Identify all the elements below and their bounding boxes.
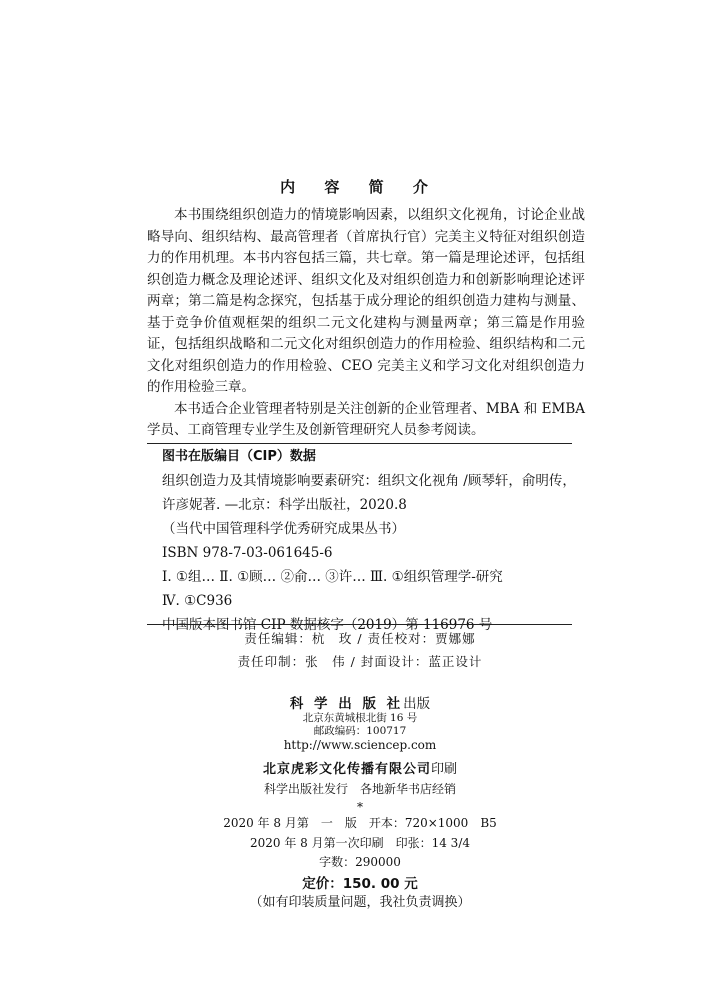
word-count: 字数：290000 — [319, 855, 401, 869]
publisher-postcode: 邮政编码：100717 — [313, 725, 407, 737]
cip-bottom-rule — [147, 624, 572, 625]
page-title: 内 容 简 介 — [280, 178, 440, 196]
cip-line-1: 组织创造力及其情境影响要素研究：组织文化视角 /顾琴轩，俞明传， — [162, 473, 576, 489]
cip-line-3: （当代中国管理科学优秀研究成果丛书） — [162, 521, 405, 537]
printer-line — [0, 758, 720, 777]
cip-line-2: 许彦妮著. —北京：科学出版社，2020.8 — [162, 497, 407, 513]
publisher-suffix: 出版 — [403, 696, 431, 712]
quality-notice: （如有印装质量问题，我社负责调换） — [249, 895, 471, 910]
distribution-line: 科学出版社发行 各地新华书店经销 — [263, 782, 456, 796]
separator-star: * — [357, 800, 363, 814]
cip-isbn: ISBN 978-7-03-061645-6 — [162, 545, 333, 561]
printing-line: 2020 年 8 月第一次印刷 印张：14 3/4 — [249, 835, 470, 850]
publisher-line — [0, 692, 720, 712]
cip-top-rule — [147, 443, 572, 444]
cip-title: 图书在版编目（CIP）数据 — [162, 449, 316, 464]
price: 定价：150. 00 元 — [302, 876, 418, 892]
cip-line-5: Ⅰ. ①组… Ⅱ. ①顾… ②俞… ③许… Ⅲ. ①组织管理学-研究 — [162, 569, 503, 585]
publisher-name: 科 学 出 版 社 — [289, 696, 404, 712]
cip-block — [162, 445, 582, 637]
publisher-url: http://www.sciencep.com — [283, 738, 437, 752]
edition-line: 2020 年 8 月第 一 版 开本：720×1000 B5 — [223, 816, 497, 830]
summary-paragraph-2: 本书适合企业管理者特别是关注创新的企业管理者、MBA 和 EMBA 学员、工商管理专业学生及创新管理研究人员参考阅读。 — [147, 400, 585, 438]
summary-paragraph-1: 本书围绕组织创造力的情境影响因素，以组织文化视角，讨论企业战略导向、组织结构、最高管理者（首席执行官）完美主义特征对组织创造力的作用机理。本书内容包括三篇，共七章。第一篇是理论述评，包括组织创造力概念及理论述评、组织文化及对组织创造力和创新影响理论述评两章；第二篇是构念探究，包括基于成分理论的组织创造力建构与测量、基于竞争价值观框架的组织二元文化建构与测量两章；第三篇是作用验证，包括组织战略和二元文化对组织创造力的作用检验、组织结构和二元文化对组织创造力的作用检验、CEO 完美主义和学习文化对组织创造力的作用检验三章。 — [147, 207, 585, 395]
edition-info — [0, 814, 720, 873]
credits-editor: 责任编辑：杭 玫 / 责任校对：贾娜娜 — [244, 631, 476, 646]
printer-name: 北京虎彩文化传播有限公司 — [262, 762, 431, 777]
cip-data-number: 中国版本图书馆 CIP 数据核字（2019）第 116976 号 — [162, 617, 493, 633]
credits-printing: 责任印制：张 伟 / 封面设计：蓝正设计 — [237, 654, 483, 669]
cip-line-6: Ⅳ. ①C936 — [162, 593, 233, 609]
printer-suffix: 印刷 — [431, 762, 458, 777]
publisher-address: 北京东黄城根北街 16 号 — [302, 712, 418, 724]
content-summary — [147, 205, 585, 442]
